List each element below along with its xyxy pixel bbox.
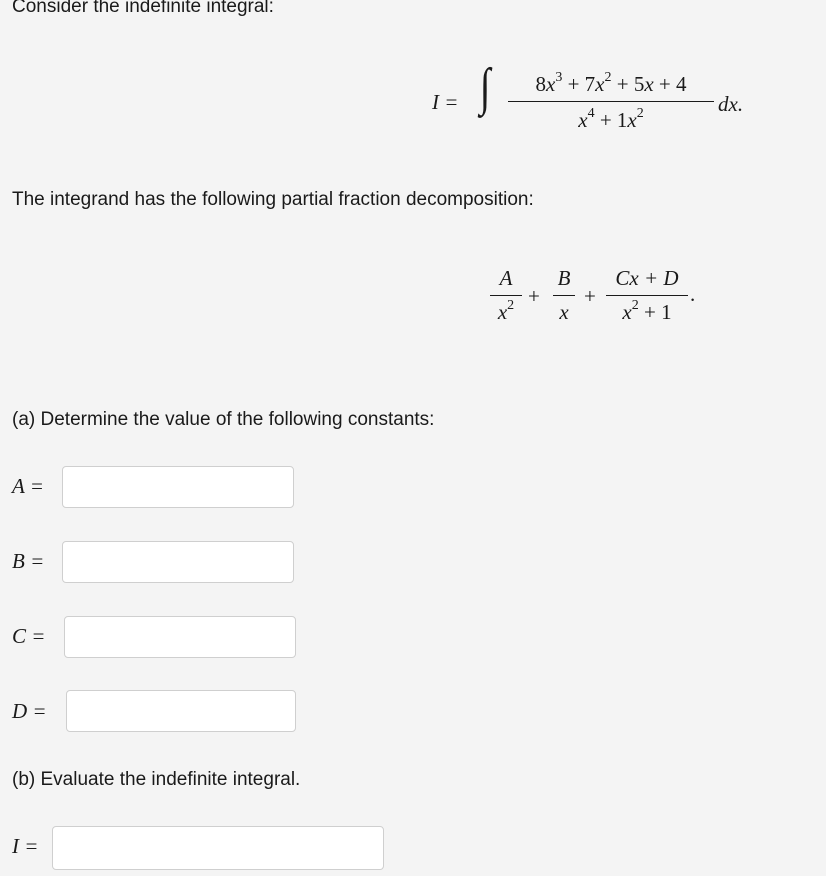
decomposition-text: The integrand has the following partial fraction decomposition: (12, 189, 534, 210)
answer-c-input[interactable] (64, 616, 296, 658)
integrand-numerator: $8x^3 + 7x^2 + 5x + 4$ (535, 70, 687, 96)
integrand-denominator: $x^4 + 1x^2$ (578, 106, 644, 132)
answer-d-input[interactable] (66, 690, 296, 732)
label-b: B = (12, 549, 45, 573)
intro-text: Consider the indefinite integral: (12, 0, 274, 17)
answer-integral-input[interactable] (52, 826, 384, 870)
part-b-prompt: (b) Evaluate the indefinite integral. (12, 769, 301, 790)
answer-a-input[interactable] (62, 466, 294, 508)
label-a: A = (12, 474, 44, 498)
part-a-prompt: (a) Determine the value of the following constants: (12, 409, 435, 430)
label-c: C = (12, 624, 46, 648)
term-a-fraction: A $x^2$ (490, 266, 522, 325)
integral-sign: ∫ (479, 59, 491, 116)
integral-dx: dx. (718, 92, 744, 116)
term-cd-fraction: Cx + D $x^2 + 1$ (606, 266, 688, 325)
label-i: I = (12, 834, 39, 858)
plus-sign-2: + (584, 284, 596, 308)
integrand-fraction (508, 72, 714, 133)
decomposition-period: . (690, 282, 696, 306)
label-d: D = (12, 699, 47, 723)
integrand-fraction-bar (508, 101, 714, 102)
plus-sign-1: + (528, 284, 540, 308)
term-b-fraction: B x (553, 266, 575, 325)
integral-lhs: I = (432, 90, 459, 114)
answer-b-input[interactable] (62, 541, 294, 583)
